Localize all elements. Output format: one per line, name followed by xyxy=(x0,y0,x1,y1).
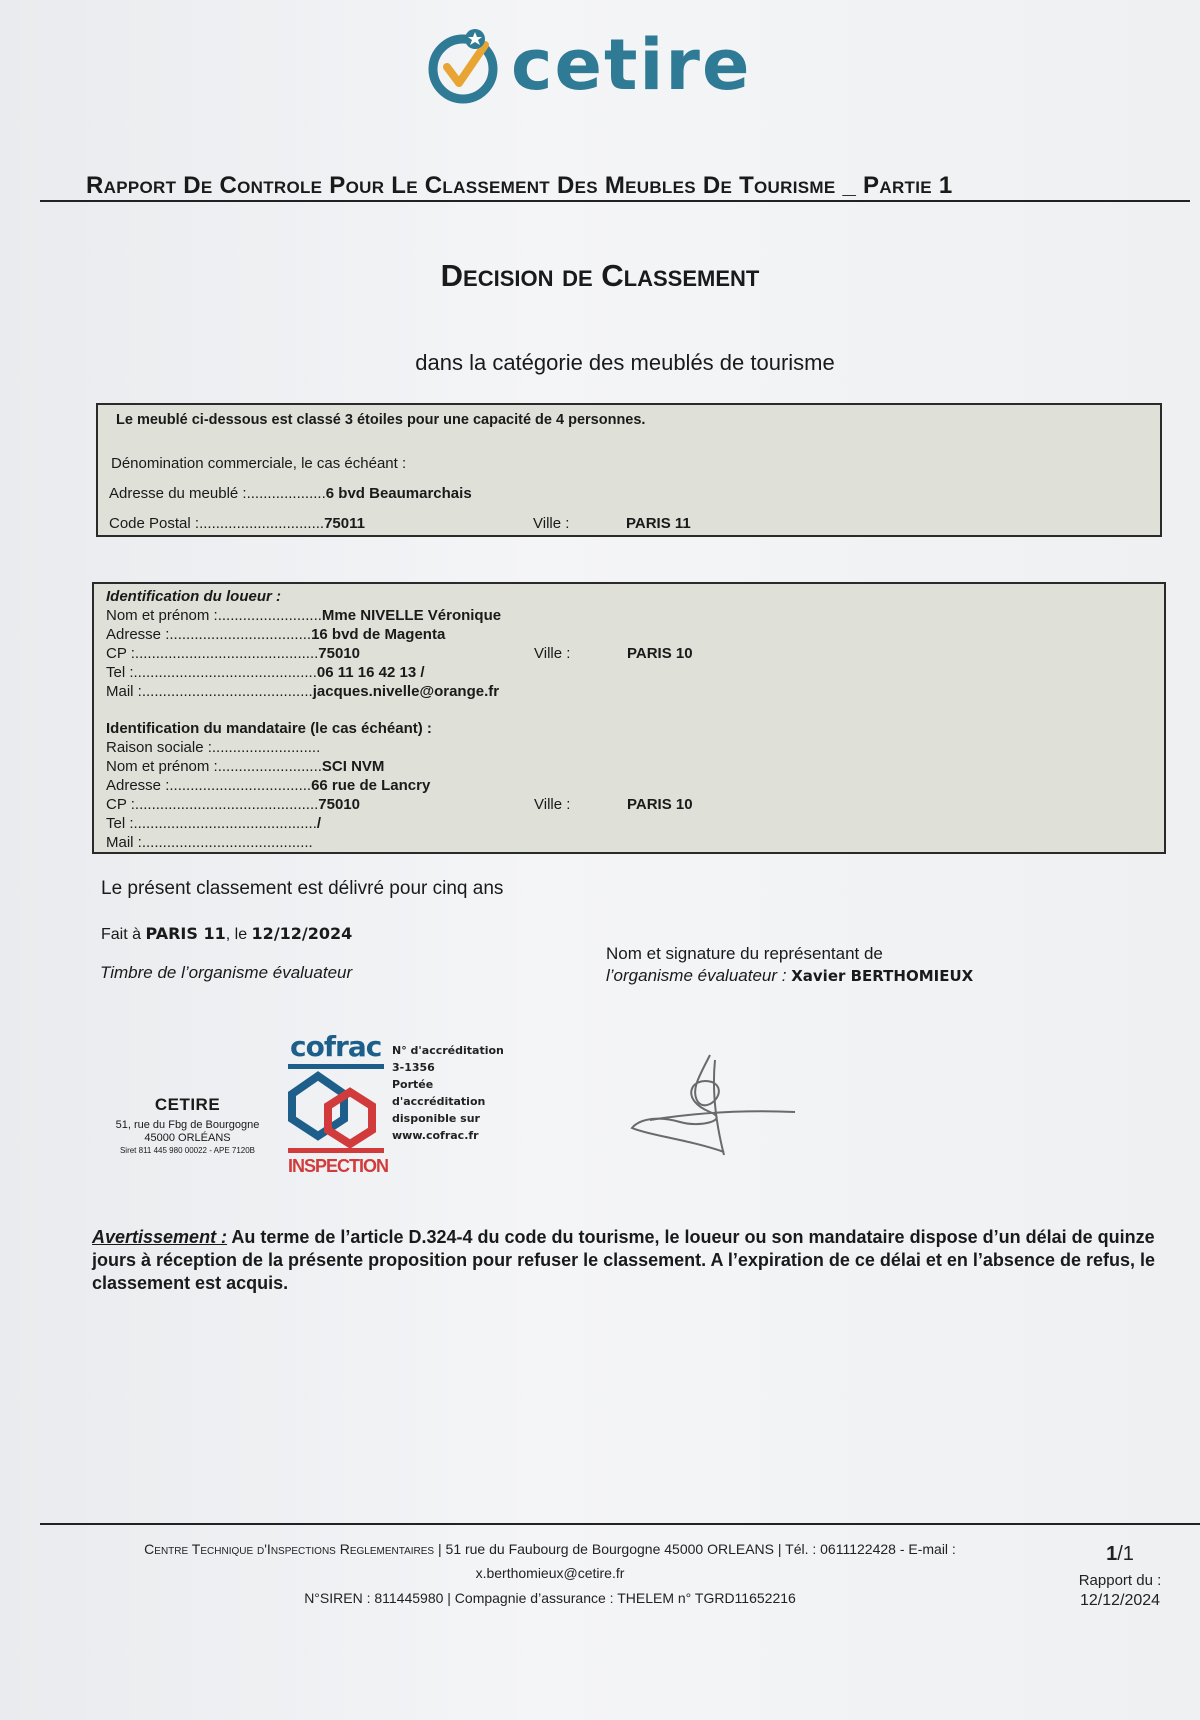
warning-label: Avertissement : xyxy=(92,1227,228,1247)
stamp-siret: Siret 811 445 980 00022 - APE 7120B xyxy=(119,1146,256,1155)
identification-box xyxy=(92,582,1166,854)
agent-cp-row: CP :............................................75010 xyxy=(106,796,360,813)
issued-place: PARIS 11 xyxy=(145,924,226,943)
address-value: 6 bvd Beaumarchais xyxy=(325,485,472,502)
agent-mail-row: Mail :......................................... xyxy=(106,834,313,851)
footer-address: | 51 rue du Faubourg de Bourgogne 45000 ORLEANS | Tél. : 0611122428 - E-mail : xyxy=(438,1541,956,1557)
stamp-label: Timbre de l’organisme évaluateur xyxy=(100,963,353,982)
footer-org-name: Centre Technique d'Inspections Reglementaires xyxy=(144,1541,435,1557)
issued-prefix: Fait à xyxy=(101,926,142,943)
cofrac-wordmark: cofrac xyxy=(290,1030,382,1063)
issued-separator: , le xyxy=(225,926,248,943)
warning-paragraph xyxy=(92,1226,1162,1295)
renter-address-value: 16 bvd de Magenta xyxy=(311,626,446,643)
renter-tel-value: 06 11 16 42 13 / xyxy=(316,664,425,681)
renter-cp-row: CP :............................................75010 xyxy=(106,645,360,662)
classification-statement: Le meublé ci-dessous est classé 3 étoiles pour une capacité de 4 personnes. xyxy=(116,412,646,428)
page-current: 1 xyxy=(1106,1543,1118,1565)
cetire-stamp xyxy=(100,1095,275,1157)
agent-address-row: Adresse :..................................66 rue de Lancry xyxy=(106,777,431,794)
renter-mail-label: Mail : xyxy=(106,683,142,700)
cofrac-inspection: INSPECTION xyxy=(288,1156,389,1176)
renter-mail-row: Mail :.........................................jacques.nivelle@orange.fr xyxy=(106,683,500,700)
postal-value: 75011 xyxy=(324,515,365,532)
cofrac-scope-line3: disponible sur xyxy=(392,1112,480,1125)
cofrac-website: www.cofrac.fr xyxy=(392,1129,479,1142)
renter-name-row: Nom et prénom :.........................Mme NIVELLE Véronique xyxy=(106,607,502,624)
decision-subtitle: dans la catégorie des meublés de tourisme xyxy=(415,350,835,375)
page-total: /1 xyxy=(1117,1543,1134,1565)
cetire-logo xyxy=(425,22,765,112)
cetire-check-icon xyxy=(425,27,505,107)
report-title: Rapport De Controle Pour Le Classement Des Meubles De Tourisme _ Partie 1 xyxy=(86,172,953,199)
stamp-org-name: CETIRE xyxy=(154,1095,221,1114)
signatory-line1: Nom et signature du représentant de xyxy=(606,944,883,963)
footer-divider xyxy=(40,1523,1200,1525)
cofrac-accreditation-label: N° d'accréditation xyxy=(392,1044,504,1057)
signatory-line2 xyxy=(606,966,973,986)
city-value: PARIS 11 xyxy=(626,515,691,532)
renter-tel-row: Tel :............................................06 11 16 42 13 / xyxy=(106,664,425,681)
signatory-name: Xavier BERTHOMIEUX xyxy=(791,967,974,985)
agent-tel-row: Tel :............................................/ xyxy=(106,815,322,832)
cofrac-scope-line2: d'accréditation xyxy=(392,1095,486,1108)
renter-mail-value: jacques.nivelle@orange.fr xyxy=(312,683,500,700)
renter-city-label: Ville : xyxy=(534,645,571,662)
address-row: Adresse du meublé :...................6 bvd Beaumarchais xyxy=(109,485,472,502)
page-number xyxy=(1060,1543,1180,1566)
issued-line xyxy=(101,924,352,944)
renter-tel-label: Tel : xyxy=(106,664,134,681)
renter-name-value: Mme NIVELLE Véronique xyxy=(321,607,502,624)
renter-name-label: Nom et prénom : xyxy=(106,607,218,624)
header-divider xyxy=(40,200,1190,202)
report-date: 12/12/2024 xyxy=(1079,1592,1161,1609)
agent-cp-label: CP : xyxy=(106,796,135,813)
handwritten-signature xyxy=(620,1050,800,1160)
agent-name-row: Nom et prénom :.........................SCI NVM xyxy=(106,758,385,775)
agent-tel-label: Tel : xyxy=(106,815,134,832)
renter-heading: Identification du loueur : xyxy=(106,588,281,605)
renter-city-value: PARIS 10 xyxy=(627,645,693,662)
signatory-label: l’organisme évaluateur : xyxy=(606,966,787,985)
agent-name-value: SCI NVM xyxy=(321,758,385,775)
footer-email: x.berthomieux@cetire.fr xyxy=(475,1565,625,1581)
address-label: Adresse du meublé : xyxy=(109,485,247,502)
renter-address-row: Adresse :..................................16 bvd de Magenta xyxy=(106,626,446,643)
renter-address-label: Adresse : xyxy=(106,626,170,643)
classification-box xyxy=(96,403,1162,537)
cofrac-scope-line1: Portée xyxy=(392,1078,434,1091)
renter-cp-label: CP : xyxy=(106,645,135,662)
agent-mail-label: Mail : xyxy=(106,834,142,851)
agent-name-label: Nom et prénom : xyxy=(106,758,218,775)
cofrac-accreditation-number: 3-1356 xyxy=(392,1061,435,1074)
city-label: Ville : xyxy=(533,515,570,532)
agent-address-value: 66 rue de Lancry xyxy=(311,777,431,794)
agent-address-label: Adresse : xyxy=(106,777,170,794)
cetire-wordmark: cetire xyxy=(511,24,752,106)
warning-text: Au terme de l’article D.324-4 du code du tourisme, le loueur ou son mandataire dispose d’un délai de quinze jours à réception de la présente proposition pour refuser le classement. A l’expiration de ce délai et en l’absence de refus, le classement est acquis. xyxy=(92,1227,1156,1293)
agent-company-label: Raison sociale : xyxy=(106,739,212,756)
agent-company-row: Raison sociale :.......................... xyxy=(106,739,321,756)
agent-cp-value: 75010 xyxy=(318,796,360,813)
cofrac-logo xyxy=(288,1030,388,1180)
decision-title: Decision de Classement xyxy=(440,258,760,293)
renter-cp-value: 75010 xyxy=(318,645,360,662)
footer-legal: N°SIREN : 811445980 | Compagnie d’assurance : THELEM n° TGRD11652216 xyxy=(304,1590,796,1606)
postal-label: Code Postal : xyxy=(109,515,200,532)
stamp-address-line2: 45000 ORLÉANS xyxy=(144,1132,231,1144)
validity-statement: Le présent classement est délivré pour cinq ans xyxy=(101,878,504,899)
cofrac-accreditation-text xyxy=(392,1042,504,1144)
postal-row: Code Postal :..............................75011 xyxy=(109,515,365,532)
denomination-label: Dénomination commerciale, le cas échéant : xyxy=(111,455,407,472)
agent-city-label: Ville : xyxy=(534,796,571,813)
report-date-label: Rapport du : xyxy=(1078,1572,1162,1589)
cofrac-emblem-icon xyxy=(288,1064,384,1164)
issued-date: 12/12/2024 xyxy=(251,924,353,943)
agent-tel-value: / xyxy=(316,815,322,832)
agent-city-value: PARIS 10 xyxy=(627,796,693,813)
agent-heading: Identification du mandataire (le cas échéant) : xyxy=(106,720,432,737)
stamp-address-line1: 51, rue du Fbg de Bourgogne xyxy=(115,1119,260,1131)
footer-line1 xyxy=(0,1541,1100,1557)
